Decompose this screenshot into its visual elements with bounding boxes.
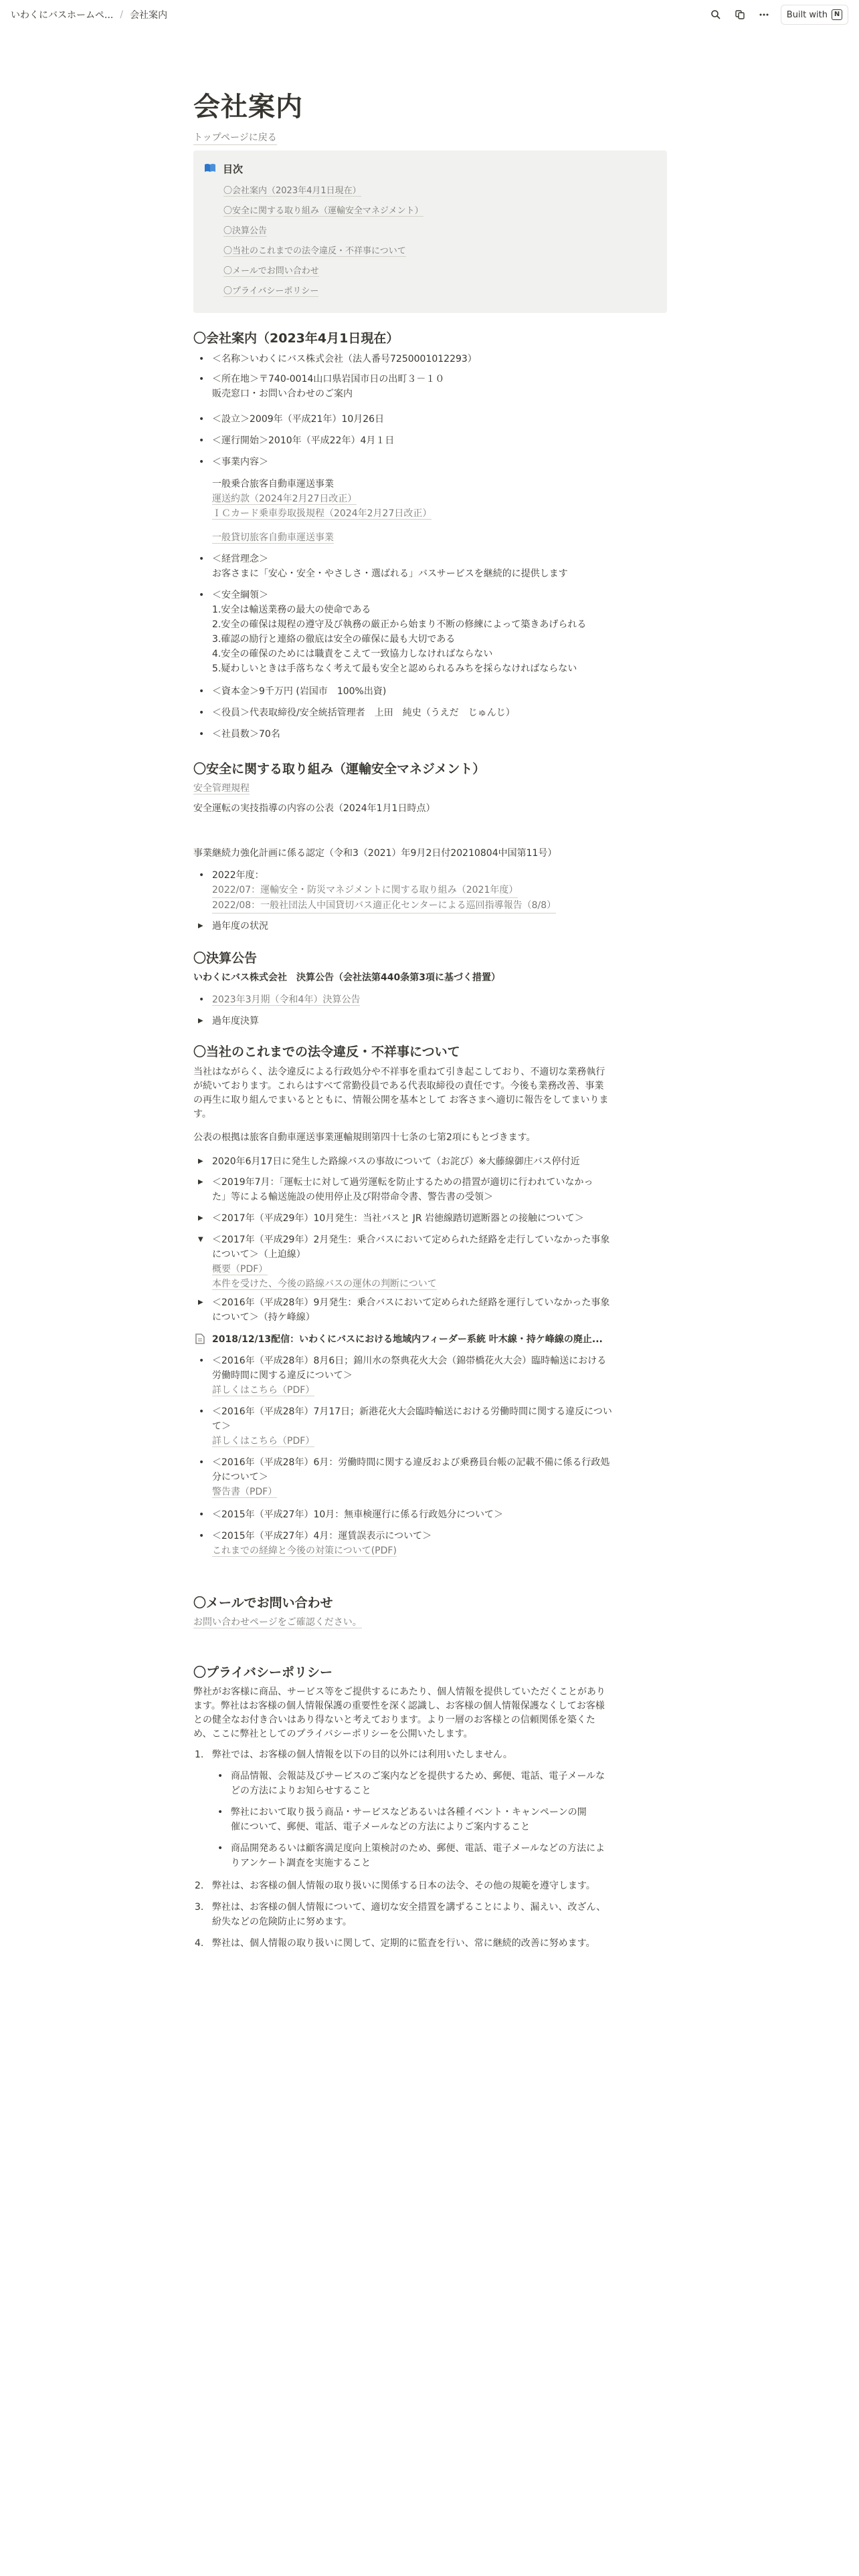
numbered-item: 3. 弊社は、お客様の個人情報について、適切な安全措置を講ずることにより、漏えい、改ざん、 紛失などの危険防止に努めます。 [195,1902,606,1927]
built-with-label: Built with [786,9,828,20]
section-heading-privacy: 〇プライバシーポリシー [193,1665,333,1680]
list-item: • ＜2016年（平成28年）6月：労働時間に関する違反および乗務員台帳の記載不備に係る行政処 分について＞ 警告書（PDF） [199,1457,610,1497]
section-heading-company: 〇会社案内（2023年4月1日現在） [193,331,399,346]
page-icon [195,1333,205,1349]
toggle-item[interactable]: ▶ ＜2019年7月：「運転士に対して過労運転を防止するための措置が適切に行われていなかっ た」等による輸送施設の使用停止及び附帯命令書、警告書の受領＞ [198,1177,593,1202]
section-heading-mail: 〇メールでお問い合わせ [193,1596,333,1610]
violations-intro: 当社はながらく、法令違反による行政処分や不祥事を重ねて引き起こしており、不適切な業務執行 が続いております。これらはすべて常勤役員である代表取締役の責任です。今後も業務改善、事業 の再生に取り組んでまいるとともに、情報公開を基本として お客さまへ適切に報告をしてまいりま す。 [193,1067,609,1119]
toc-item[interactable]: 〇プライバシーポリシー [223,286,319,296]
numbered-item: 2. 弊社は、お客様の個人情報の取り扱いに関係する日本の法令、その他の規範を遵守します。 [195,1881,595,1891]
safety-rule-link[interactable]: 安全管理規程 [193,783,250,794]
built-with-button[interactable] [781,5,848,25]
book-icon [204,163,216,175]
notion-logo-icon: N [832,9,842,20]
list-item: • ＜社員数＞70名 [199,729,280,740]
list-item: • ＜2015年（平成27年）10月：無車検運行に係る行政処分について＞ [199,1509,503,1520]
toc-heading: 目次 [223,163,244,175]
breadcrumb-current[interactable]: 会社案内 [130,10,168,21]
breadcrumb-site[interactable]: いわくにバスホームペ... [11,10,114,21]
safety-report-link[interactable]: 2022/07：運輸安全・防災マネジメントに関する取り組み（2021年度） [212,883,518,898]
section-heading-safety: 〇安全に関する取り組み（運輸安全マネジメント） [193,762,486,776]
toc-item[interactable]: 〇決算公告 [223,226,268,236]
search-icon[interactable] [708,7,723,22]
measures-pdf-link[interactable]: これまでの経緯と今後の対策について(PDF) [212,1545,397,1556]
toggle-triangle-icon: ▶ [198,922,203,930]
numbered-item: 1. 弊社では、お客様の個人情報を以下の目的以外には利用いたしません。 [195,1749,512,1760]
list-item: • ＜経営理念＞ お客さまに「安心・安全・やさしさ・選ばれる」バスサービスを継続的に提供します [199,554,568,579]
toggle-item[interactable]: ▶ ＜2016年（平成28年）9月発生：乗合バスにおいて定められた経路を運行していなかった事象 について＞（持ケ峰線） [198,1297,610,1323]
toc-item[interactable]: 〇会社案内（2023年4月1日現在） [223,186,361,196]
financial-notice-link: 2023年3月期（令和4年）決算公告 [212,994,361,1005]
list-item: • ＜安全綱領＞ 1.安全は輸送業務の最大の使命である 2.安全の確保は規程の遵守及び執務の厳正から始まり不断の修練によって築きあげられる 3.確認の励行と連絡の徹底は安全の確保に最も大切である 4.安全の確保のためには職責をこえて一致協力しなければならない 5.疑わしいときは手落ちなく考えて最も安全と認められるみちを採らなければならない [199,590,587,674]
sub-list-item: • 弊社において取り扱う商品・サービスなどあるいは各種イベント・キャンペーンの開 催について、郵便、電話、電子メールなどの方法によりご案内すること [217,1807,587,1832]
numbered-item: 4. 弊社は、個人情報の取り扱いに関して、定期的に監査を行い、常に継続的改善に努めます。 [195,1938,595,1949]
section-heading-violations: 〇当社のこれまでの法令違反・不祥事について [193,1045,460,1059]
charter-business-link[interactable]: 一般貸切旅客自動車運送事業 [212,532,334,543]
overview-pdf-link[interactable]: 概要（PDF） [212,1264,268,1275]
warning-pdf-link[interactable]: 警告書（PDF） [212,1487,278,1497]
list-item[interactable]: • 2023年3月期（令和4年）決算公告 [199,994,361,1005]
privacy-intro: 弊社がお客様に商品、サービス等をご提供するにあたり、個人情報を提供していただくことがあり ます。弊社はお客様の個人情報保護の重要性を深く認識し、お客様の個人情報保護なくしてお客様 との健全なお付き合いはあり得ないと考えております。より一層のお客様との信頼関係を築くた め、ここに弊社としてのプライバシーポリシーを公開いたします。 [193,1687,605,1739]
details-pdf-link[interactable]: 詳しくはこちら（PDF） [212,1385,315,1396]
list-item: • 2022年度： 2022/07：運輸安全・防災マネジメントに関する取り組み（2021年度） 2022/08：一般社団法人中国貸切バス適正化センターによる巡回指導報告（8/8） [193,868,667,914]
toggle-item[interactable]: ▼ ＜2017年（平成29年）2月発生：乗合バスにおいて定められた経路を走行していなかった事象 について＞（上迫線） 概要（PDF） 本件を受けた、今後の路線バスの運休の判断について [198,1235,610,1289]
ic-card-rules-link[interactable]: ＩＣカード乗車券取扱規程（2024年2月27日改正） [212,508,432,519]
more-options-icon[interactable] [757,7,771,22]
list-item: • ＜運行開始＞2010年（平成22年）4月１日 [199,435,395,446]
page-title: 会社案内 [193,92,303,122]
back-to-top-link[interactable]: トップページに戻る [193,131,277,145]
list-item: • ＜設立＞2009年（平成21年）10月26日 [199,414,385,425]
page-link[interactable]: 2018/12/13配信：いわくにバスにおける地域内フィーダー系統 叶木線・持ケ峰線の廃止... [193,1332,667,1347]
details-pdf-link[interactable]: 詳しくはこちら（PDF） [212,1436,315,1446]
suspension-decision-link[interactable]: 本件を受けた、今後の路線バスの運休の判断について [212,1279,437,1289]
safety-guidance-text: 安全運転の実技指導の内容の公表（2024年1月1日時点） [193,803,436,814]
inspection-report-link[interactable]: 2022/08：一般社団法人中国貸切バス適正化センターによる巡回指導報告（8/8） [212,898,556,914]
sales-window-link[interactable]: 販売窓口・お問い合わせのご案内 [212,389,353,399]
bcp-certification-text: 事業継続力強化計画に係る認定（令和3（2021）年9月2日付20210804中国第11号） [193,848,557,859]
sub-list-item: • 商品開発あるいは顧客満足度向上策検討のため、郵便、電話、電子メールなどの方法によ りアンケート調査を実施すること [217,1843,605,1868]
toggle-item[interactable]: ▶ ＜2017年（平成29年）10月発生：当社バスと JR 岩徳線踏切遮断器との接触について＞ [198,1213,584,1224]
toc-header [204,162,243,176]
list-item: • ＜名称＞いわくにバス株式会社（法人番号7250001012293） [199,354,477,364]
list-item: • ＜2016年（平成28年）8月6日；錦川水の祭典花火大会（錦帯橋花火大会）臨時輸送における 労働時間に関する違反について＞ 詳しくはこちら（PDF） [199,1356,607,1396]
list-item: • ＜役員＞代表取締役/安全統括管理者 上田 純史（うえだ じゅんじ） [199,708,515,718]
toc-item[interactable]: 〇安全に関する取り組み（運輸安全マネジメント） [223,206,423,216]
contact-page-link[interactable]: お問い合わせページをご確認ください。 [193,1617,362,1628]
toggle-past-status[interactable]: ▶ 過年度の状況 [193,919,667,934]
toc-item[interactable]: 〇当社のこれまでの法令違反・不祥事について [223,246,406,256]
list-item: • ＜事業内容＞ [199,457,268,467]
list-item: • ＜所在地＞〒740-0014山口県岩国市日の出町３－１０ 販売窓口・お問い合わせのご案内 [193,372,667,401]
top-bar [0,0,859,29]
list-item: • ＜2015年（平成27年）4月：運賃誤表示について＞ これまでの経緯と今後の対策について(PDF) [199,1531,432,1556]
toggle-past-financials[interactable]: ▶ 過年度決算 [193,1014,667,1029]
toggle-item[interactable]: ▶ 2020年6月17日に発生した路線バスの事故について（お詫び）※大藤線御庄バス停付近 [198,1156,580,1167]
top-bar-actions [708,5,848,25]
list-item: • ＜2016年（平成28年）7月17日；新港花火大会臨時輸送における労働時間に関する違反につい て＞ 詳しくはこちら（PDF） [199,1406,612,1446]
toc-item[interactable]: 〇メールでお問い合わせ [223,266,319,276]
list-item: • ＜資本金＞9千万円 (岩国市 100%出資) [199,686,387,697]
carriage-terms-link[interactable]: 運送約款（2024年2月27日改正） [212,494,357,504]
business-line: 一般乗合旅客自動車運送事業 [212,479,334,490]
breadcrumb-separator: / [120,9,124,20]
violations-basis: 公表の根拠は旅客自動車運送事業運輸規則第四十七条の七第2項にもとづきます。 [193,1132,536,1143]
toggle-triangle-icon: ▶ [198,1017,203,1025]
section-heading-financial: 〇決算公告 [193,951,258,966]
financial-subtitle: いわくにバス株式会社 決算公告（会社法第440条第3項に基づく措置） [193,972,500,983]
table-of-contents [193,150,667,313]
sub-list-item: • 商品情報、会報誌及びサービスのご案内などを提供するため、郵便、電話、電子メールな どの方法によりお知らせすること [217,1771,605,1796]
duplicate-icon[interactable] [733,7,747,22]
